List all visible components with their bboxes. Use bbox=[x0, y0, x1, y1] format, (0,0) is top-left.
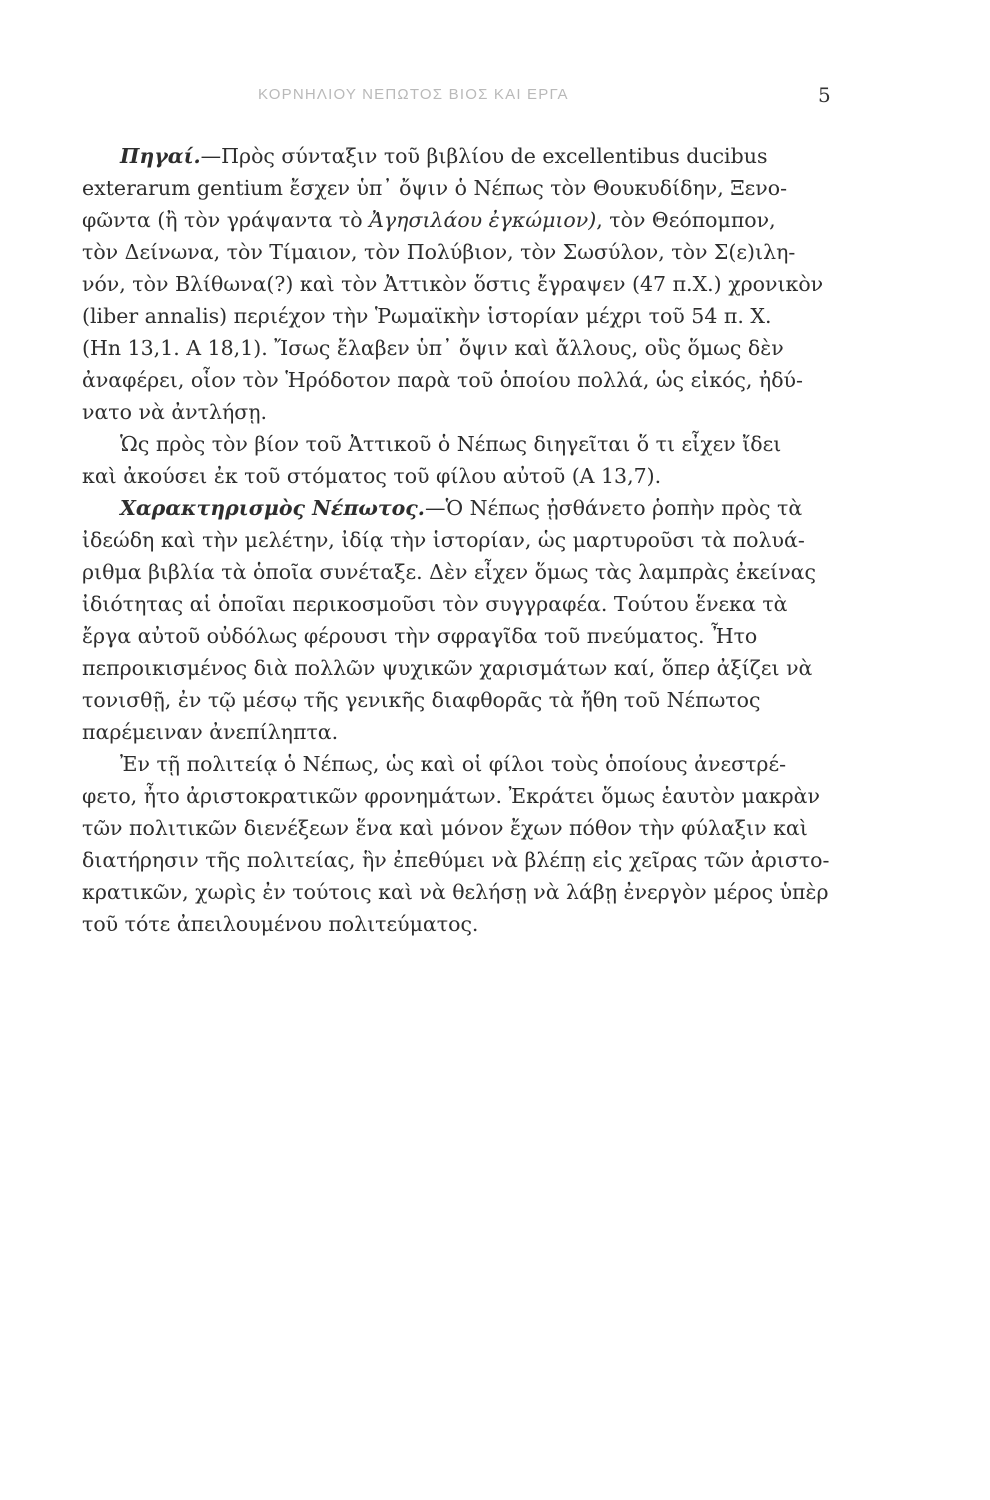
text-line: πεπροικισμένος διὰ πολλῶν ψυχικῶν χαρισμάτων καί, ὅπερ ἀξίζει νὰ bbox=[82, 656, 813, 680]
text-line: ἰδεώδη καὶ τὴν μελέτην, ἰδίᾳ τὴν ἱστορίαν, ὡς μαρτυροῦσι τὰ πολυά- bbox=[82, 528, 805, 552]
text-line: νόν, τὸν Βλίθωνα(?) καὶ τὸν Ἀττικὸν ὅστις ἔγραψεν (47 π.Χ.) χρονικὸν bbox=[82, 272, 824, 296]
text-line: ἰδιότητας αἱ ὁποῖαι περικοσμοῦσι τὸν συγγραφέα. Τούτου ἕνεκα τὰ bbox=[82, 592, 788, 616]
text-line: ἀναφέρει, οἷον τὸν Ἡρόδοτον παρὰ τοῦ ὁποίου πολλά, ὡς εἰκός, ἠδύ- bbox=[82, 368, 803, 392]
text-line: καὶ ἀκούσει ἐκ τοῦ στόματος τοῦ φίλου αὐτοῦ (A 13,7). bbox=[82, 464, 662, 488]
text-line: ριθμα βιβλία τὰ ὁποῖα συνέταξε. Δὲν εἶχεν ὅμως τὰς λαμπρὰς ἐκείνας bbox=[82, 560, 816, 584]
text-line: Ἐν τῇ πολιτείᾳ ὁ Νέπως, ὡς καὶ οἱ φίλοι τοὺς ὁποίους ἀνεστρέ- bbox=[120, 752, 787, 776]
text-line: τῶν πολιτικῶν διενέξεων ἕνα καὶ μόνον ἔχων πόθον τὴν φύλαξιν καὶ bbox=[82, 816, 808, 840]
text-line: νατο νὰ ἀντλήσῃ. bbox=[82, 400, 268, 424]
text-line: τονισθῇ, ἐν τῷ μέσῳ τῆς γενικῆς διαφθορᾶς τὰ ἤθη τοῦ Νέπωτος bbox=[82, 688, 761, 712]
running-head: ΚΟΡΝΗΛΙΟΥ ΝΕΠΩΤΟΣ ΒΙΟΣ ΚΑΙ ΕΡΓΑ bbox=[258, 86, 569, 103]
text-line: τοῦ τότε ἀπειλουμένου πολιτεύματος. bbox=[82, 912, 479, 936]
page-number: 5 bbox=[818, 83, 831, 107]
text-line: διατήρησιν τῆς πολιτείας, ἣν ἐπεθύμει νὰ βλέπῃ εἰς χεῖρας τῶν ἀριστο- bbox=[82, 848, 830, 872]
text-line: Χαρακτηρισμὸς Νέπωτος.—Ὁ Νέπως ᾐσθάνετο ῥοπὴν πρὸς τὰ bbox=[120, 496, 803, 520]
italic-title: Ἀγησιλάου ἐγκώμιον) bbox=[369, 208, 597, 232]
text-line: κρατικῶν, χωρὶς ἐν τούτοις καὶ νὰ θελήσῃ νὰ λάβῃ ἐνεργὸν μέρος ὑπὲρ bbox=[82, 880, 829, 904]
text-line: Ὡς πρὸς τὸν βίον τοῦ Ἀττικοῦ ὁ Νέπως διηγεῖται ὅ τι εἶχεν ἴδει bbox=[120, 432, 782, 456]
section-heading: Πηγαί. bbox=[120, 144, 201, 168]
text-line: παρέμειναν ἀνεπίληπτα. bbox=[82, 720, 339, 744]
text-line: φῶντα (ἢ τὸν γράψαντα τὸ Ἀγησιλάου ἐγκώμιον), τὸν Θεόπομπον, bbox=[82, 208, 776, 232]
text-line: exterarum gentium ἔσχεν ὑπ᾽ ὄψιν ὁ Νέπως τὸν Θουκυδίδην, Ξενο- bbox=[82, 176, 788, 200]
text-line: ἔργα αὐτοῦ οὐδόλως φέρουσι τὴν σφραγῖδα τοῦ πνεύματος. Ἦτο bbox=[82, 624, 758, 648]
text-line: φετο, ἦτο ἀριστοκρατικῶν φρονημάτων. Ἐκράτει ὅμως ἑαυτὸν μακρὰν bbox=[82, 784, 820, 808]
text-line: τὸν Δείνωνα, τὸν Τίμαιον, τὸν Πολύβιον, τὸν Σωσύλον, τὸν Σ(ε)ιλη- bbox=[82, 240, 796, 264]
section-heading: Χαρακτηρισμὸς Νέπωτος. bbox=[120, 496, 425, 520]
text-line: (liber annalis) περιέχον τὴν Ῥωμαϊκὴν ἱστορίαν μέχρι τοῦ 54 π. Χ. bbox=[82, 304, 772, 328]
text-line: (Hn 13,1. A 18,1). Ἴσως ἔλαβεν ὑπ᾽ ὄψιν καὶ ἄλλους, οὓς ὅμως δὲν bbox=[82, 336, 784, 360]
text-line: Πηγαί.—Πρὸς σύνταξιν τοῦ βιβλίου de excellentibus ducibus bbox=[120, 144, 768, 168]
